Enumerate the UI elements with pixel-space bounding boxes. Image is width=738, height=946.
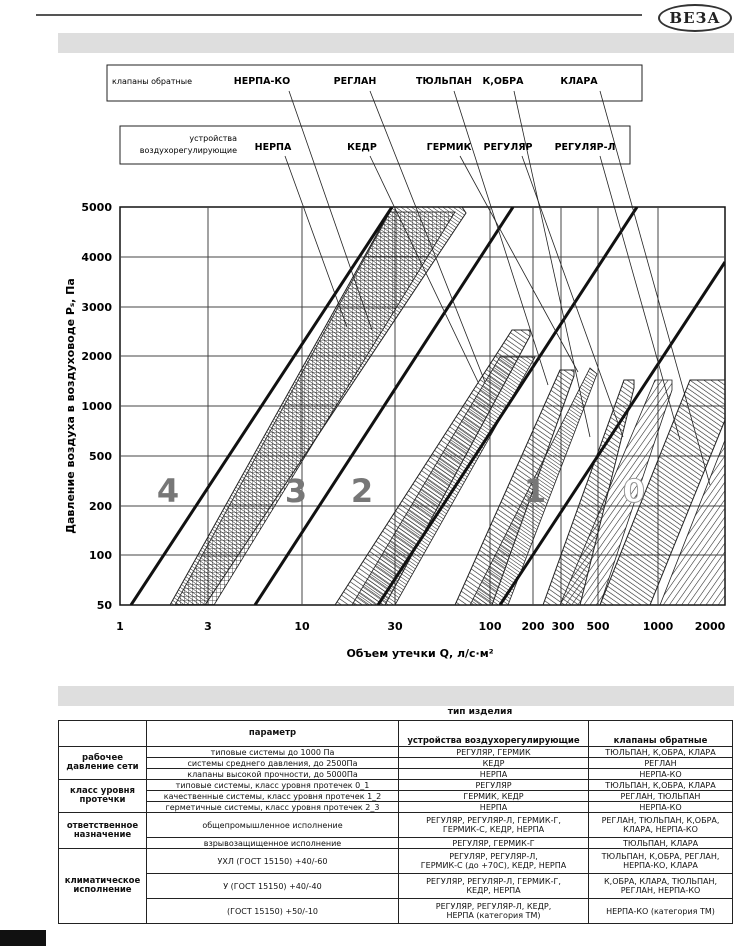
leakage-chart — [0, 60, 738, 685]
x-tick-label: 1000 — [642, 620, 674, 633]
x-tick-label: 3 — [204, 620, 212, 633]
y-tick-labels — [81, 201, 112, 612]
row-param: общепромышленное исполнение — [147, 813, 399, 838]
row-col2: К,ОБРА, КЛАРА, ТЮЛЬПАН, РЕГЛАН, НЕРПА-КО — [589, 874, 733, 899]
class-label-4: 4 — [156, 472, 180, 510]
legend-item-nerpa-ko: НЕРПА-КО — [233, 76, 291, 87]
row-col1: РЕГУЛЯР — [399, 780, 589, 791]
y-tick-label: 5000 — [81, 201, 112, 214]
row-col1: ГЕРМИК, КЕДР — [399, 791, 589, 802]
row-param: УХЛ (ГОСТ 15150) +40/-60 — [147, 849, 399, 874]
group-label: ответственное назначение — [59, 813, 147, 849]
row-col1: НЕРПА — [399, 769, 589, 780]
legend-item-regulyar: РЕГУЛЯР — [483, 142, 533, 153]
legend-item-reglan: РЕГЛАН — [333, 76, 377, 87]
y-tick-label: 3000 — [81, 301, 112, 314]
legend-item-kobra: К,ОБРА — [482, 76, 524, 87]
row-param: системы среднего давления, до 2500Па — [147, 758, 399, 769]
class-label-3: 3 — [284, 472, 308, 510]
x-tick-labels — [116, 620, 725, 633]
row-param: качественные системы, класс уровня протечек 1_2 — [147, 791, 399, 802]
row-col2: ТЮЛЬПАН, К,ОБРА, РЕГЛАН, НЕРПА-КО, КЛАРА — [589, 849, 733, 874]
x-tick-label: 200 — [521, 620, 545, 633]
x-tick-label: 300 — [551, 620, 575, 633]
legend-item-regulyar-l: РЕГУЛЯР-Л — [554, 142, 616, 153]
table — [58, 720, 733, 924]
legend-item-tyulpan: ТЮЛЬПАН — [415, 76, 473, 87]
row-param: клапаны высокой прочности, до 5000Па — [147, 769, 399, 780]
y-tick-label: 500 — [89, 450, 112, 463]
section-header-bar-table — [58, 686, 734, 706]
row-col2: НЕРПА-КО — [589, 769, 733, 780]
legend-group-title-line1: устройства — [189, 134, 237, 143]
x-tick-label: 2000 — [694, 620, 726, 633]
row-col2: ТЮЛЬПАН, КЛАРА — [589, 838, 733, 849]
row-col1: РЕГУЛЯР, РЕГУЛЯР-Л, ГЕРМИК-Г, ГЕРМИК-С, КЕДР, НЕРПА — [399, 813, 589, 838]
header-rule — [36, 14, 642, 16]
x-tick-label: 500 — [586, 620, 610, 633]
y-axis-label: Давление воздуха в воздуховоде Pₛ, Па — [64, 278, 77, 534]
row-col2: НЕРПА-КО (категория ТМ) — [589, 899, 733, 924]
row-col2: РЕГЛАН — [589, 758, 733, 769]
group-label: класс уровня протечки — [59, 780, 147, 813]
plot-area — [120, 91, 725, 605]
y-tick-label: 2000 — [81, 350, 112, 363]
y-tick-label: 1000 — [81, 400, 112, 413]
x-tick-label: 10 — [294, 620, 310, 633]
group-label: рабочее давление сети — [59, 747, 147, 780]
row-col2: ТЮЛЬПАН, К,ОБРА, КЛАРА — [589, 747, 733, 758]
row-col1: РЕГУЛЯР, ГЕРМИК-Г — [399, 838, 589, 849]
group-label: климатическое исполнение — [59, 849, 147, 924]
section-header-bar-top — [58, 33, 734, 53]
page-corner-mark — [0, 930, 46, 946]
table-title: тип изделия — [447, 707, 513, 717]
x-axis-label: Объем утечки Q, л/с·м² — [346, 647, 494, 660]
logo-text: ВЕЗА — [669, 9, 721, 27]
row-col1: РЕГУЛЯР, РЕГУЛЯР-Л, КЕДР, НЕРПА (категория ТМ) — [399, 899, 589, 924]
y-tick-label: 100 — [89, 549, 112, 562]
row-param: (ГОСТ 15150) +50/-10 — [147, 899, 399, 924]
row-col1: РЕГУЛЯР, РЕГУЛЯР-Л, ГЕРМИК-Г, КЕДР, НЕРПА — [399, 874, 589, 899]
legend-box-check-valves — [107, 65, 642, 101]
x-tick-label: 100 — [478, 620, 502, 633]
row-col2: ТЮЛЬПАН, К,ОБРА, КЛАРА — [589, 780, 733, 791]
legend-box-dampers — [120, 126, 630, 164]
row-param: герметичные системы, класс уровня протечек 2_3 — [147, 802, 399, 813]
veza-logo — [658, 4, 732, 32]
row-param: взрывозащищенное исполнение — [147, 838, 399, 849]
x-tick-label: 1 — [116, 620, 124, 633]
legend-item-nerpa: НЕРПА — [254, 142, 292, 153]
y-tick-label: 50 — [96, 599, 112, 612]
class-label-0: 0 — [622, 472, 646, 510]
row-col1: РЕГУЛЯР, РЕГУЛЯР-Л, ГЕРМИК-С (до +70С), КЕДР, НЕРПА — [399, 849, 589, 874]
table-header-param: параметр — [147, 721, 399, 747]
row-col1: КЕДР — [399, 758, 589, 769]
row-col2: РЕГЛАН, ТЮЛЬПАН — [589, 791, 733, 802]
row-param: типовые системы, класс уровня протечек 0_1 — [147, 780, 399, 791]
row-param: типовые системы до 1000 Па — [147, 747, 399, 758]
row-col2: НЕРПА-КО — [589, 802, 733, 813]
legend-group-title-line2: воздухорегулирующие — [139, 146, 237, 155]
legend-item-germik: ГЕРМИК — [426, 142, 472, 153]
class-label-2: 2 — [350, 472, 374, 510]
x-tick-label: 30 — [387, 620, 403, 633]
y-tick-label: 200 — [89, 500, 112, 513]
class-label-1: 1 — [523, 472, 547, 510]
row-param: У (ГОСТ 15150) +40/-40 — [147, 874, 399, 899]
legend-group-title: клапаны обратные — [112, 77, 193, 86]
legend-item-kedr: КЕДР — [347, 142, 377, 153]
row-col1: РЕГУЛЯР, ГЕРМИК — [399, 747, 589, 758]
table-header-empty — [59, 721, 147, 747]
table-header-col1: устройства воздухорегулирующие — [399, 721, 589, 747]
row-col2: РЕГЛАН, ТЮЛЬПАН, К,ОБРА, КЛАРА, НЕРПА-КО — [589, 813, 733, 838]
table-header-col2: клапаны обратные — [589, 721, 733, 747]
row-col1: НЕРПА — [399, 802, 589, 813]
y-tick-label: 4000 — [81, 251, 112, 264]
legend-item-klara: КЛАРА — [560, 76, 598, 87]
